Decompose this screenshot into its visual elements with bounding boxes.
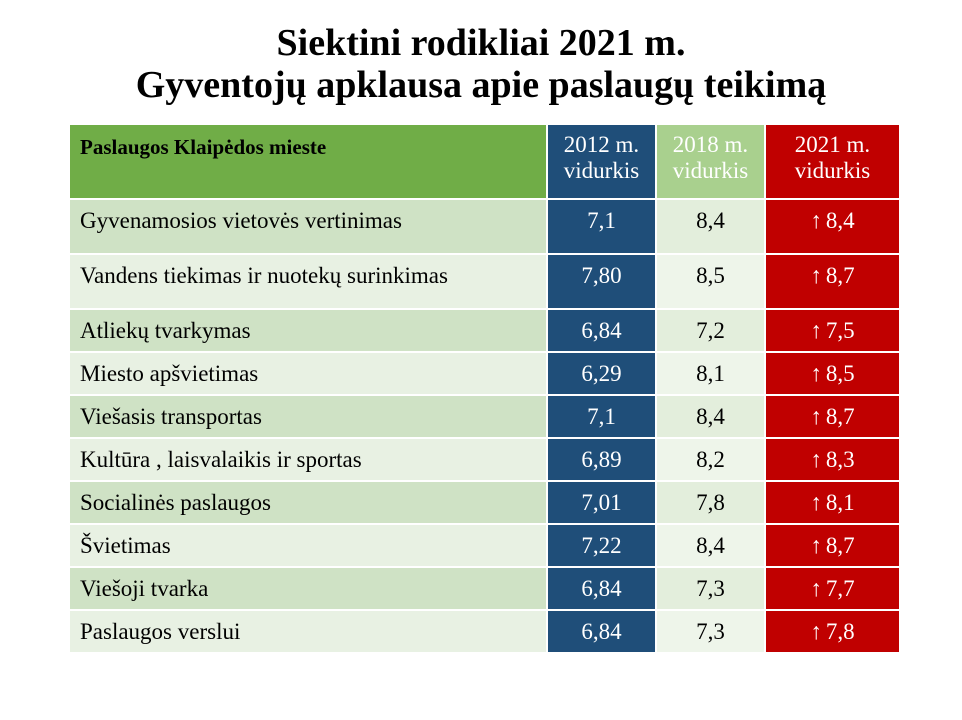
table-row	[70, 255, 901, 310]
value-2021: 8,4	[825, 208, 855, 233]
value-2021: 8,3	[825, 447, 855, 472]
slide-title	[0, 22, 962, 106]
value-2021: 8,7	[825, 533, 855, 558]
value-2018-cell: 8,5	[657, 255, 766, 310]
value-2021-cell	[766, 255, 901, 310]
service-name-cell: Socialinės paslaugos	[70, 482, 548, 525]
service-name-cell: Švietimas	[70, 525, 548, 568]
value-2012-cell: 6,84	[548, 310, 657, 353]
header-2018	[657, 125, 766, 200]
arrow-up-icon: ↑	[810, 318, 822, 343]
arrow-up-icon: ↑	[810, 447, 822, 472]
value-2012-cell: 6,89	[548, 439, 657, 482]
value-2021-cell	[766, 396, 901, 439]
value-2018-cell: 8,1	[657, 353, 766, 396]
arrow-up-icon: ↑	[810, 361, 822, 386]
value-2012-cell: 7,1	[548, 200, 657, 255]
table-row	[70, 439, 901, 482]
service-name-cell: Viešasis transportas	[70, 396, 548, 439]
table-row	[70, 310, 901, 353]
value-2021: 8,1	[825, 490, 855, 515]
title-line-2: Gyventojų apklausa apie paslaugų teikimą	[135, 64, 827, 106]
table-row	[70, 482, 901, 525]
indicators-table	[70, 125, 901, 654]
value-2012-cell: 6,84	[548, 568, 657, 611]
value-2018-cell: 7,8	[657, 482, 766, 525]
value-2021: 7,8	[825, 619, 855, 644]
value-2018-cell: 8,4	[657, 525, 766, 568]
service-name-cell: Vandens tiekimas ir nuotekų surinkimas	[70, 255, 548, 310]
header-2018-line1: 2018 m.	[672, 132, 749, 157]
value-2018-cell: 7,3	[657, 611, 766, 654]
value-2018-cell: 7,2	[657, 310, 766, 353]
table-row	[70, 611, 901, 654]
title-line-1: Siektini rodikliai 2021 m.	[276, 22, 686, 64]
header-2012-line2: vidurkis	[563, 158, 640, 183]
value-2021-cell	[766, 568, 901, 611]
service-name-cell: Kultūra , laisvalaikis ir sportas	[70, 439, 548, 482]
header-2021-line2: vidurkis	[794, 158, 871, 183]
value-2018-cell: 8,4	[657, 396, 766, 439]
value-2012-cell: 7,1	[548, 396, 657, 439]
service-name-cell: Paslaugos verslui	[70, 611, 548, 654]
table-row	[70, 525, 901, 568]
value-2021: 7,7	[825, 576, 855, 601]
value-2021-cell	[766, 310, 901, 353]
service-name-cell: Viešoji tvarka	[70, 568, 548, 611]
header-2021	[766, 125, 901, 200]
value-2021-cell	[766, 611, 901, 654]
value-2021: 8,5	[825, 361, 855, 386]
value-2012-cell: 7,01	[548, 482, 657, 525]
table-row	[70, 353, 901, 396]
value-2021-cell	[766, 200, 901, 255]
value-2021: 8,7	[825, 263, 855, 288]
value-2018-cell: 7,3	[657, 568, 766, 611]
value-2018-cell: 8,2	[657, 439, 766, 482]
table-body	[70, 200, 901, 654]
table-header-row	[70, 125, 901, 200]
value-2021-cell	[766, 353, 901, 396]
arrow-up-icon: ↑	[810, 208, 822, 233]
header-2012-line1: 2012 m.	[563, 132, 640, 157]
arrow-up-icon: ↑	[810, 533, 822, 558]
value-2012-cell: 6,29	[548, 353, 657, 396]
header-2021-line1: 2021 m.	[794, 132, 871, 157]
table-row	[70, 568, 901, 611]
service-name-cell: Atliekų tvarkymas	[70, 310, 548, 353]
arrow-up-icon: ↑	[810, 490, 822, 515]
table-row	[70, 200, 901, 255]
service-name-cell: Miesto apšvietimas	[70, 353, 548, 396]
value-2018-cell: 8,4	[657, 200, 766, 255]
arrow-up-icon: ↑	[810, 404, 822, 429]
header-2012	[548, 125, 657, 200]
arrow-up-icon: ↑	[810, 576, 822, 601]
value-2021-cell	[766, 439, 901, 482]
value-2021-cell	[766, 482, 901, 525]
value-2012-cell: 7,22	[548, 525, 657, 568]
value-2021: 7,5	[825, 318, 855, 343]
header-service: Paslaugos Klaipėdos mieste	[70, 125, 548, 200]
value-2012-cell: 7,80	[548, 255, 657, 310]
service-name-cell: Gyvenamosios vietovės vertinimas	[70, 200, 548, 255]
arrow-up-icon: ↑	[810, 263, 822, 288]
value-2012-cell: 6,84	[548, 611, 657, 654]
table-row	[70, 396, 901, 439]
value-2021: 8,7	[825, 404, 855, 429]
value-2021-cell	[766, 525, 901, 568]
header-2018-line2: vidurkis	[672, 158, 749, 183]
arrow-up-icon: ↑	[810, 619, 822, 644]
